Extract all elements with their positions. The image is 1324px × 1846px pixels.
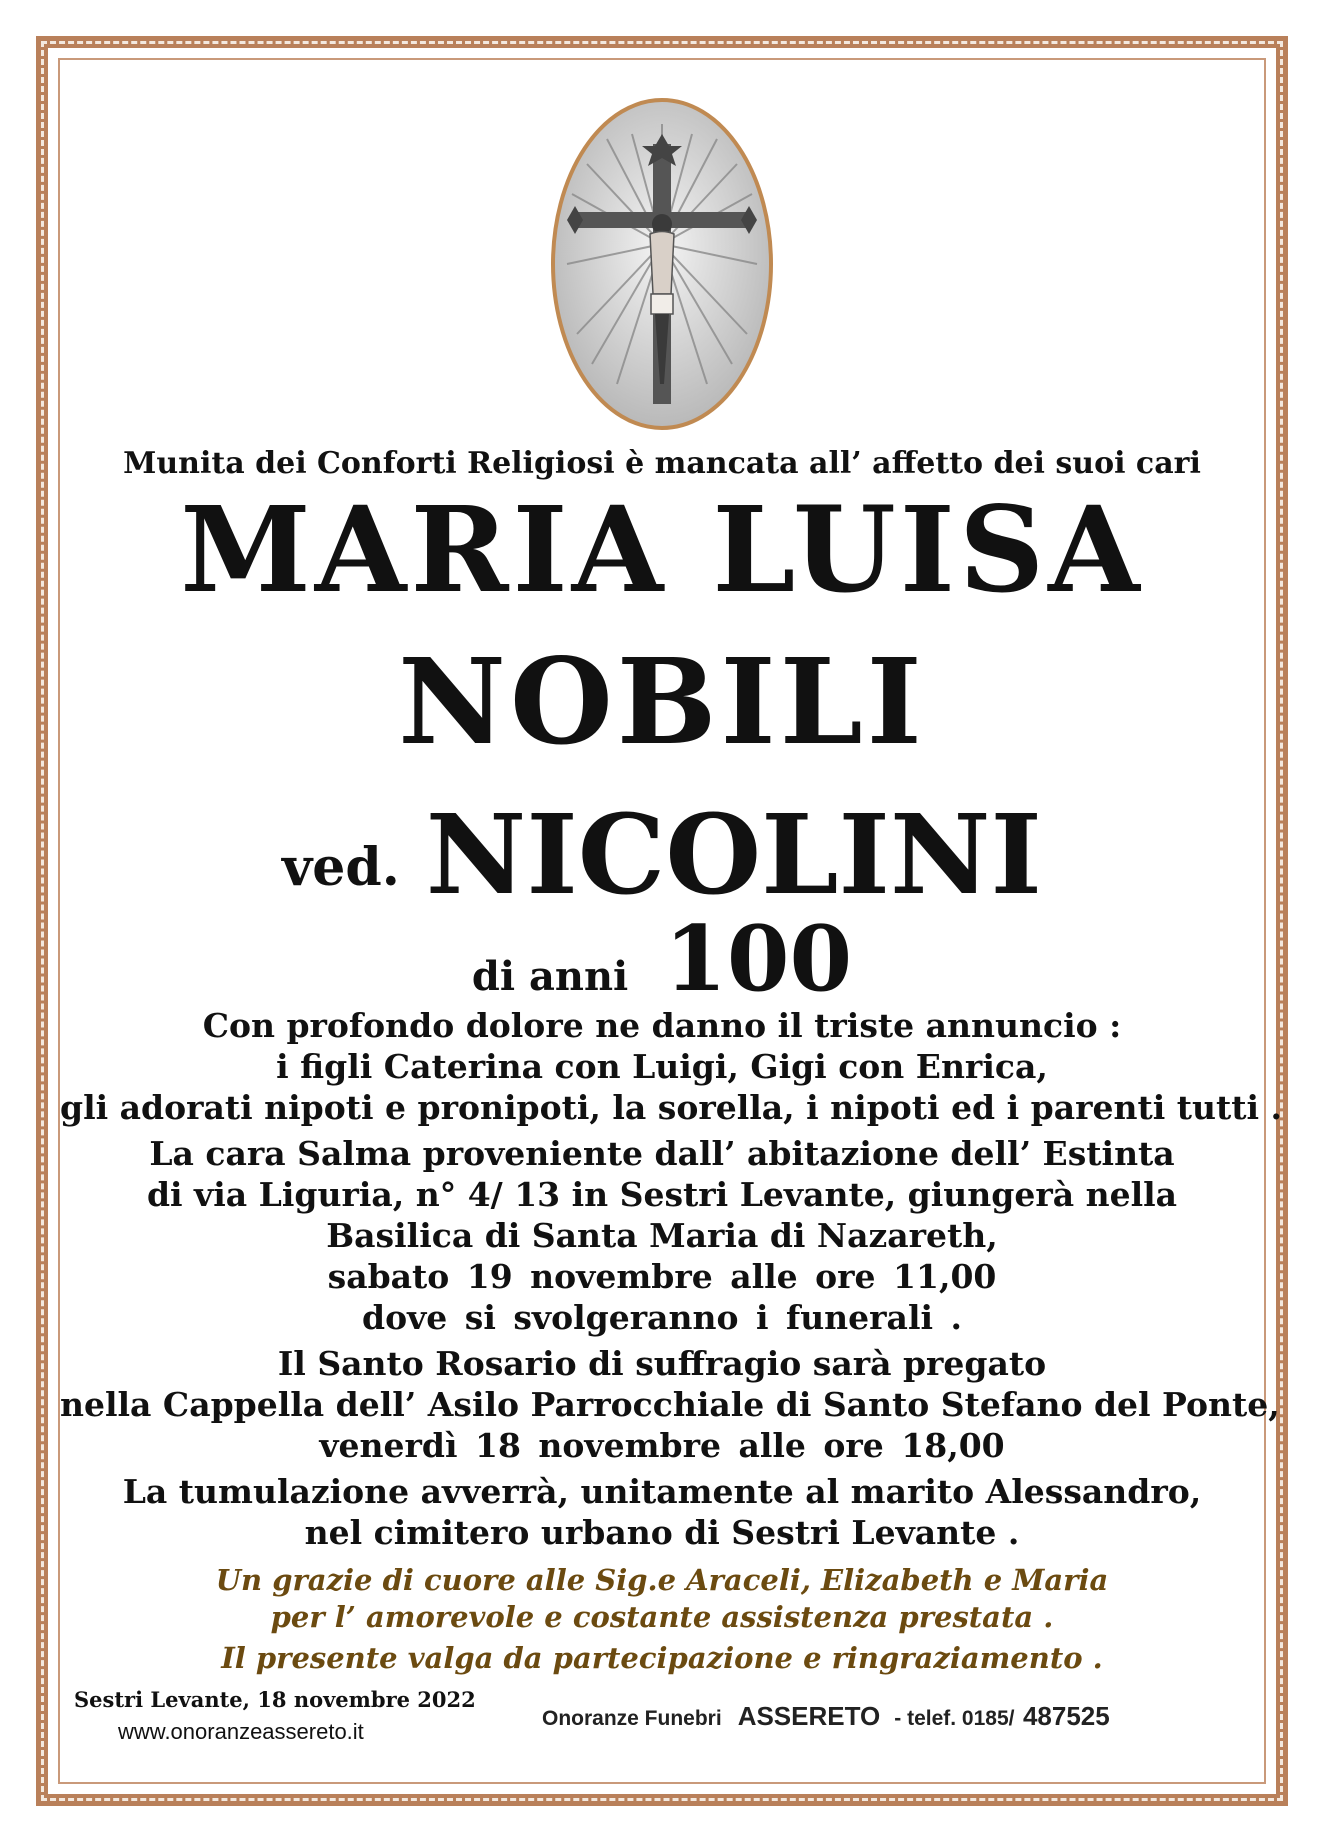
crucifix-oval-icon [547, 94, 777, 434]
married-surname: NICOLINI [425, 790, 1042, 919]
website-link[interactable]: www.onoranzeassereto.it [118, 1719, 364, 1744]
deceased-surname: NOBILI [398, 632, 926, 771]
announcement-line: i figli Caterina con Luigi, Gigi con Enrica, [276, 1047, 1048, 1086]
burial-line: nel cimitero urbano di Sestri Levante . [304, 1513, 1020, 1552]
burial-line: La tumulazione avverrà, unitamente al marito Alessandro, [122, 1472, 1202, 1511]
funeral-line: dove si svolgeranno i funerali . [362, 1298, 962, 1337]
agency-info [542, 1701, 1110, 1732]
agency-name: ASSERETO [737, 1701, 881, 1731]
announcement-line: Con profondo dolore ne danno il triste annuncio : [202, 1006, 1122, 1045]
age-label: di anni [471, 953, 629, 1000]
phone-label: - telef. 0185/ [894, 1707, 1015, 1730]
funeral-line: sabato 19 novembre alle ore 11,00 [327, 1257, 997, 1296]
rosary-line: venerdì 18 novembre alle ore 18,00 [319, 1426, 1005, 1465]
place-date: Sestri Levante, 18 novembre 2022 [74, 1687, 476, 1712]
widow-prefix: ved. [282, 837, 400, 898]
closing-line: Il presente valga da partecipazione e ringraziamento . [221, 1641, 1103, 1675]
funeral-line: di via Liguria, n° 4/ 13 in Sestri Levante, giungerà nella [146, 1175, 1178, 1214]
funeral-line: Basilica di Santa Maria di Nazareth, [326, 1216, 998, 1255]
agency-label: Onoranze Funebri [542, 1707, 722, 1730]
thanks-line: Un grazie di cuore alle Sig.e Araceli, Elizabeth e Maria [215, 1563, 1109, 1597]
age-value: 100 [664, 906, 853, 1012]
thanks-line: per l’ amorevole e costante assistenza prestata . [270, 1600, 1054, 1634]
married-name-line [60, 790, 1264, 933]
rosary-line: Il Santo Rosario di suffragio sarà pregato [277, 1344, 1047, 1383]
phone-number: 487525 [1022, 1701, 1110, 1731]
intro-text: Munita dei Conforti Religiosi è mancata all’ affetto dei suoi cari [123, 446, 1201, 481]
funeral-line: La cara Salma proveniente dall’ abitazione dell’ Estinta [149, 1134, 1175, 1173]
deceased-first-name: MARIA LUISA [180, 480, 1144, 619]
rosary-line: nella Cappella dell’ Asilo Parrocchiale di Santo Stefano del Ponte, [60, 1385, 1280, 1424]
announcement-line: gli adorati nipoti e pronipoti, la sorella, i nipoti ed i parenti tutti . [60, 1088, 1282, 1127]
